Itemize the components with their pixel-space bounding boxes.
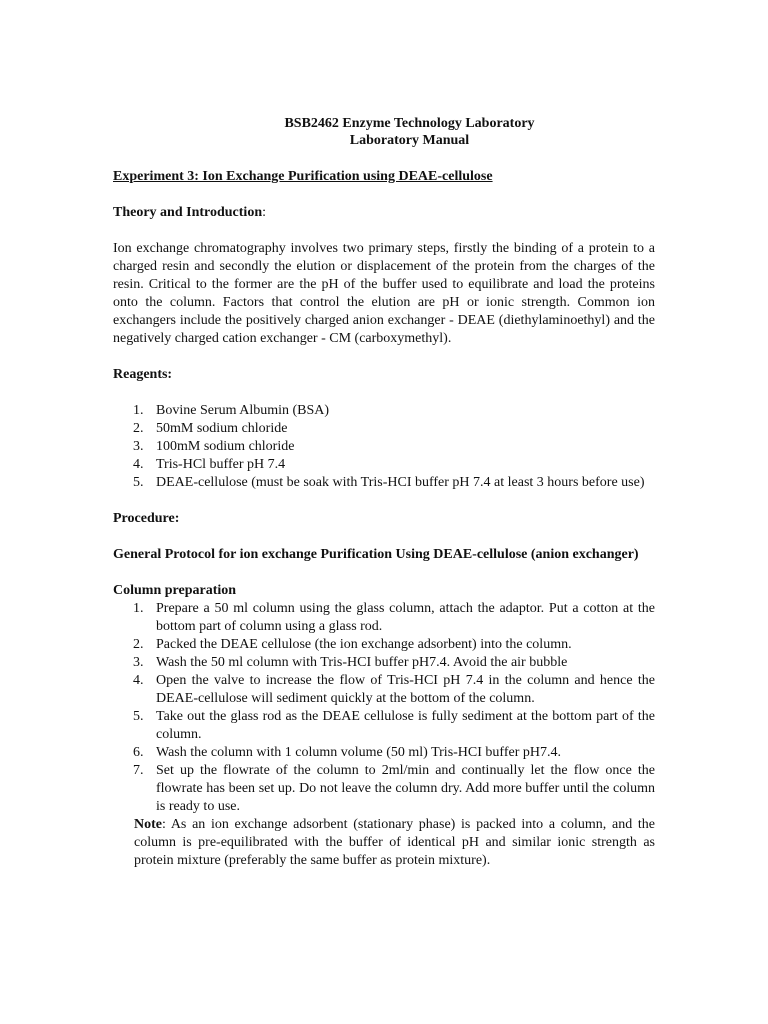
list-text: Packed the DEAE cellulose (the ion exchange adsorbent) into the column.: [156, 637, 572, 652]
protocol-heading: General Protocol for ion exchange Purification Using DEAE-cellulose (anion exchanger): [113, 547, 639, 562]
reagents-list: [113, 402, 655, 492]
list-item: [113, 438, 655, 456]
list-text: Wash the 50 ml column with Tris-HCI buffer pH7.4. Avoid the air bubble: [156, 655, 568, 670]
document-header: [113, 115, 655, 149]
list-text: 50mM sodium chloride: [156, 421, 288, 436]
list-number: 5.: [133, 709, 144, 724]
list-item: [113, 708, 655, 744]
experiment-title: Experiment 3: Ion Exchange Purification using DEAE-cellulose: [113, 169, 493, 184]
list-item: [113, 636, 655, 654]
list-text: Bovine Serum Albumin (BSA): [156, 403, 330, 418]
procedure-heading: Procedure:: [113, 511, 180, 526]
reagents-heading: Reagents:: [113, 367, 173, 382]
theory-heading-line: [113, 204, 655, 222]
list-number: 6.: [133, 745, 144, 760]
column-prep-heading: Column preparation: [113, 583, 237, 598]
list-item: [113, 420, 655, 438]
list-item: [113, 762, 655, 816]
list-item: [113, 600, 655, 636]
list-text: Set up the flowrate of the column to 2ml/min and continually let the flow once the flowrate has been set up. Do not leave the column dry. Add more buffer until the column is ready to use.: [156, 763, 655, 814]
manual-title: Laboratory Manual: [349, 133, 470, 148]
list-item: [113, 654, 655, 672]
column-prep-steps: [113, 600, 655, 816]
list-text: 100mM sodium chloride: [156, 439, 295, 454]
list-text: Wash the column with 1 column volume (50 ml) Tris-HCI buffer pH7.4.: [156, 745, 561, 760]
list-number: 5.: [133, 475, 144, 490]
list-item: [113, 474, 655, 492]
note-text: : As an ion exchange adsorbent (stationary phase) is packed into a column, and the column is pre-equilibrated with the buffer of identical pH and similar ionic strength as protein mixture (preferably the same buffer as protein mixture).: [134, 817, 655, 868]
list-number: 2.: [133, 637, 144, 652]
list-number: 2.: [133, 421, 144, 436]
note-paragraph: [113, 816, 655, 870]
list-number: 3.: [133, 655, 144, 670]
list-text: Take out the glass rod as the DEAE cellulose is fully sediment at the bottom part of the column.: [156, 709, 655, 742]
list-number: 4.: [133, 673, 144, 688]
list-item: [113, 672, 655, 708]
list-item: [113, 744, 655, 762]
list-number: 1.: [133, 601, 144, 616]
list-item: [113, 456, 655, 474]
theory-heading-colon: :: [262, 205, 266, 220]
list-text: Prepare a 50 ml column using the glass column, attach the adaptor. Put a cotton at the bottom part of column using a glass rod.: [156, 601, 655, 634]
list-number: 4.: [133, 457, 144, 472]
list-number: 7.: [133, 763, 144, 778]
theory-heading: Theory and Introduction: [113, 205, 263, 220]
course-title: BSB2462 Enzyme Technology Laboratory: [284, 116, 535, 131]
document-page: [113, 115, 655, 870]
list-text: DEAE-cellulose (must be soak with Tris-HCI buffer pH 7.4 at least 3 hours before use): [156, 475, 645, 490]
list-number: 3.: [133, 439, 144, 454]
list-text: Open the valve to increase the flow of Tris-HCI pH 7.4 in the column and hence the DEAE-cellulose will sediment quickly at the bottom of the column.: [156, 673, 655, 706]
list-number: 1.: [133, 403, 144, 418]
note-label: Note: [134, 817, 162, 832]
list-text: Tris-HCl buffer pH 7.4: [156, 457, 286, 472]
theory-paragraph: Ion exchange chromatography involves two primary steps, firstly the binding of a protein to a charged resin and secondly the elution or displacement of the protein from the charges of the resin. Critical to the former are the pH of the buffer used to equilibrate and load the proteins onto the column. Factors that control the elution are pH or ionic strength. Common ion exchangers include the positively charged anion exchanger - DEAE (diethylaminoethyl) and the negatively charged cation exchanger - CM (carboxymethyl).: [113, 241, 655, 346]
list-item: [113, 402, 655, 420]
